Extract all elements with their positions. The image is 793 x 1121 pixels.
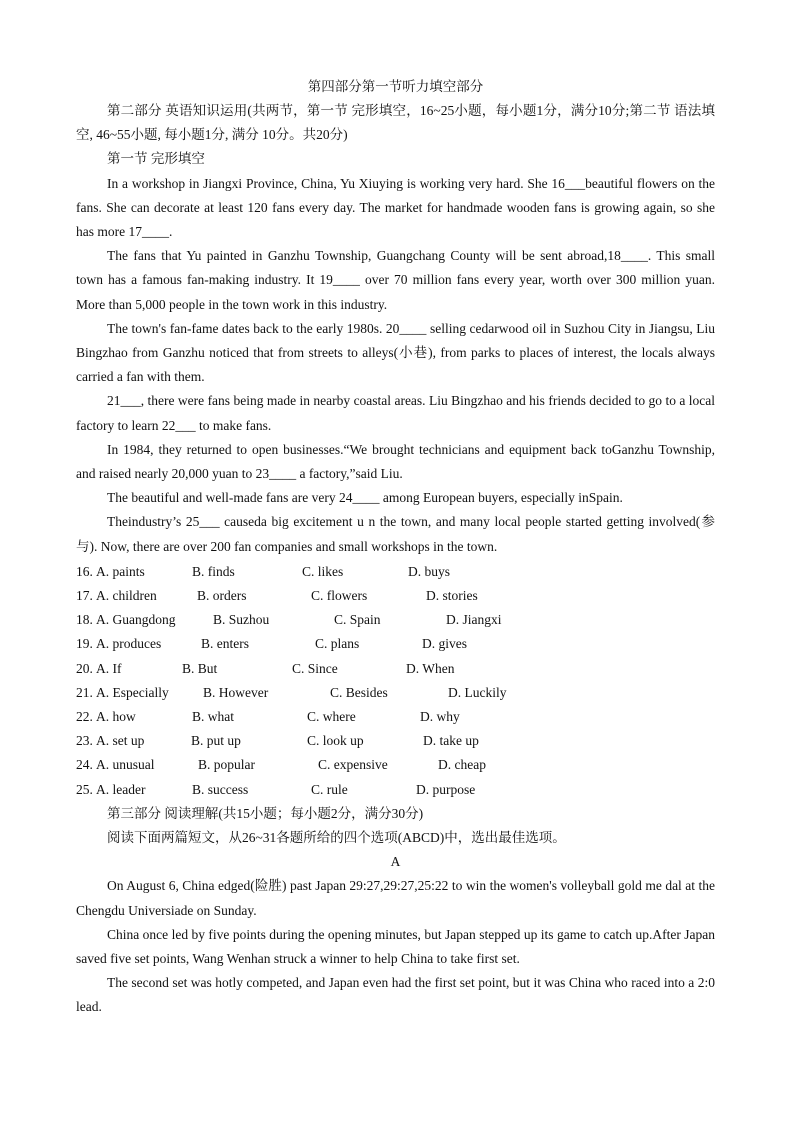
question-22 xyxy=(76,705,715,729)
question-number: 24. xyxy=(76,757,93,773)
question-23 xyxy=(76,729,715,753)
question-number: 23. xyxy=(76,733,93,749)
question-20 xyxy=(76,657,715,681)
option-c: C. Besides xyxy=(330,684,388,700)
question-16 xyxy=(76,560,715,584)
cloze-paragraph-6: The beautiful and well-made fans are very 24____ among European buyers, especially inSpain. xyxy=(107,490,623,506)
question-number: 17. xyxy=(76,588,93,604)
question-21 xyxy=(76,681,715,705)
option-b: B. However xyxy=(203,684,269,700)
question-number: 25. xyxy=(76,781,93,797)
option-d: D. Jiangxi xyxy=(446,612,502,628)
option-a: A. Especially xyxy=(96,684,169,700)
cloze-paragraph-5: In 1984, they returned to open businesses.“We brought technicians and equipment back toGanzhu Township, and raised nearly 20,000 yuan to 23____ a factory,”said Liu. xyxy=(76,441,715,482)
option-c: C. likes xyxy=(302,563,344,579)
reading-paragraph-2: China once led by five points during the opening minutes, but Japan stepped up its game to catch up.After Japan saved five set points, Wang Wenhan struck a winner to help China to take first set. xyxy=(76,926,715,966)
option-b: B. orders xyxy=(197,588,247,604)
reading-paragraph-1: On August 6, China edged(险胜) past Japan 29:27,29:27,25:22 to win the women's volleyball gold me dal at the Chengdu Universiade on Sunday. xyxy=(76,878,715,918)
question-19 xyxy=(76,632,715,656)
option-a: A. produces xyxy=(96,636,162,652)
page-title: 第四部分第一节听力填空部分 xyxy=(307,79,484,94)
question-number: 22. xyxy=(76,708,93,724)
option-c: C. look up xyxy=(307,733,364,749)
passage-label: A xyxy=(390,854,401,870)
cloze-paragraph-4: 21___, there were fans being made in nearby coastal areas. Liu Bingzhao and his friends decided to go to a local factory to learn 22___ to make fans. xyxy=(76,393,715,433)
part3-intro: 第三部分 阅读理解(共15小题；每小题2分，满分30分) xyxy=(107,805,424,821)
option-b: B. finds xyxy=(192,563,235,579)
option-d: D. Luckily xyxy=(448,684,507,700)
option-a: A. Guangdong xyxy=(96,612,176,628)
option-c: C. rule xyxy=(311,781,348,797)
option-d: D. When xyxy=(406,660,455,676)
option-a: A. set up xyxy=(96,733,145,749)
reading-paragraph-3: The second set was hotly competed, and Japan even had the first set point, but it was China who raced into a 2:0 lead. xyxy=(76,975,715,1015)
question-number: 20. xyxy=(76,660,93,676)
option-d: D. stories xyxy=(426,588,478,604)
option-d: D. why xyxy=(420,708,460,724)
option-a: A. unusual xyxy=(96,757,155,773)
option-b: B. what xyxy=(192,708,234,724)
question-24 xyxy=(76,753,715,777)
cloze-paragraph-3: The town's fan-fame dates back to the early 1980s. 20____ selling cedarwood oil in Suzhou City in Jiangsu, Liu Bingzhao from Ganzhu noticed that from streets to alleys(小巷), from parks to places of interest, the locals always carried a fan with them. xyxy=(76,320,715,385)
option-b: B. success xyxy=(192,781,249,797)
part2-intro: 第二部分 英语知识运用(共两节，第一节 完形填空，16~25小题，每小题1分，满分10分;第二节 语法填空, 46~55小题, 每小题1分, 满分 10分。共20分) xyxy=(76,103,715,143)
option-a: A. children xyxy=(96,588,157,604)
option-d: D. cheap xyxy=(438,757,486,773)
option-c: C. plans xyxy=(315,636,360,652)
option-a: A. how xyxy=(96,708,136,724)
option-a: A. leader xyxy=(96,781,146,797)
option-d: D. purpose xyxy=(416,781,476,797)
option-c: C. where xyxy=(307,708,356,724)
question-number: 16. xyxy=(76,563,93,579)
question-options xyxy=(76,560,715,802)
option-b: B. Suzhou xyxy=(213,612,270,628)
part3-instruction: 阅读下面两篇短文，从26~31各题所给的四个选项(ABCD)中，选出最佳选项。 xyxy=(107,829,566,845)
option-d: D. gives xyxy=(422,636,467,652)
question-18 xyxy=(76,608,715,632)
question-17 xyxy=(76,584,715,608)
option-a: A. paints xyxy=(96,563,145,579)
cloze-paragraph-7: Theindustry’s 25___ causeda big excitement u n the town, and many local people started getting involved(参与). Now, there are over 200 fan companies and small workshops in the town. xyxy=(76,514,715,554)
cloze-paragraph-2: The fans that Yu painted in Ganzhu Township, Guangchang County will be sent abroad,18____. This small town has a famous fan-making industry. It 19____ over 70 million fans every year, worth over 300 million yuan. More than 5,000 people in the town work in this industry. xyxy=(76,248,715,312)
question-25 xyxy=(76,778,715,802)
option-b: B. popular xyxy=(198,757,255,773)
question-number: 18. xyxy=(76,612,93,628)
option-a: A. If xyxy=(96,660,122,676)
option-c: C. Spain xyxy=(334,612,381,628)
option-c: C. Since xyxy=(292,660,338,676)
cloze-paragraph-1: In a workshop in Jiangxi Province, China, Yu Xiuying is working very hard. She 16___beautiful flowers on the fans. She can decorate at least 120 fans every day. The market for handmade wooden fans is growing again, so she has more 17____. xyxy=(76,175,715,240)
option-d: D. take up xyxy=(423,733,479,749)
option-c: C. flowers xyxy=(311,588,368,604)
option-b: B. enters xyxy=(201,636,249,652)
question-number: 19. xyxy=(76,636,93,652)
option-b: B. put up xyxy=(191,733,241,749)
option-b: B. But xyxy=(182,660,218,676)
question-number: 21. xyxy=(76,684,93,700)
option-c: C. expensive xyxy=(318,757,388,773)
section-title: 第一节 完形填空 xyxy=(107,151,205,167)
option-d: D. buys xyxy=(408,563,451,579)
